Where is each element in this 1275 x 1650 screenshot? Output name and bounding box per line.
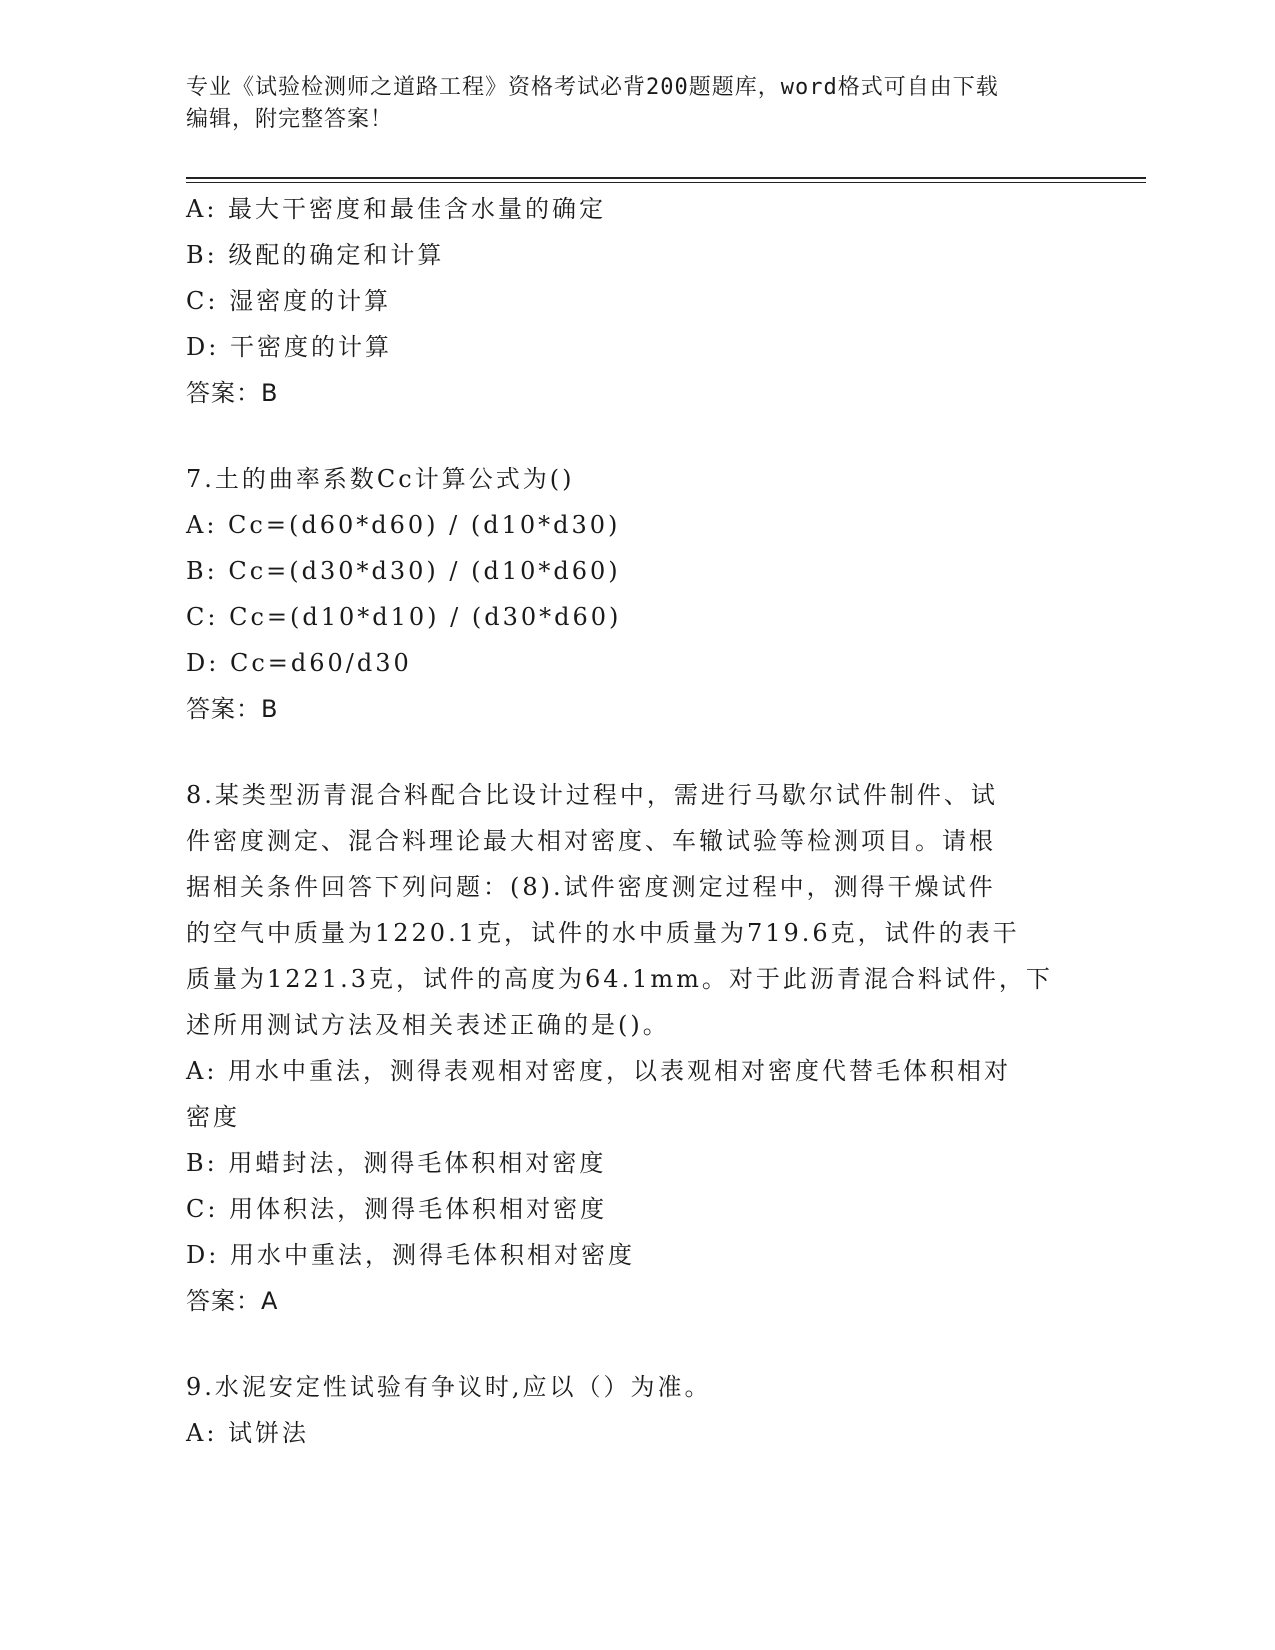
option-a-line-2: 密度 [186, 1103, 240, 1131]
option-b: B: 级配的确定和计算 [186, 241, 445, 269]
option-a: A: 试饼法 [186, 1419, 310, 1447]
option-c: C: 湿密度的计算 [186, 287, 392, 315]
option-a: A: 最大干密度和最佳含水量的确定 [186, 195, 607, 223]
option-d: D: Cc=d60/d30 [186, 649, 412, 677]
question-text: 9.水泥安定性试验有争议时,应以（）为准。 [186, 1373, 712, 1401]
question-text-line-5: 质量为1221.3克，试件的高度为64.1mm。对于此沥青混合料试件，下 [186, 965, 1053, 993]
option-d: D: 用水中重法，测得毛体积相对密度 [186, 1241, 635, 1269]
answer-label: 答案：B [186, 379, 279, 407]
question-text-line-1: 8.某类型沥青混合料配合比设计过程中，需进行马歇尔试件制件、试 [186, 781, 998, 809]
question-block-8 [186, 772, 1076, 1324]
question-text: 7.土的曲率系数Cc计算公式为() [186, 465, 575, 493]
option-d: D: 干密度的计算 [186, 333, 392, 361]
option-a-line-1: A: 用水中重法，测得表观相对密度，以表观相对密度代替毛体积相对 [186, 1057, 1012, 1085]
option-b: B: Cc=(d30*d30) / (d10*d60) [186, 557, 621, 585]
document-header [186, 72, 1066, 136]
header-line-2: 编辑，附完整答案！ [186, 107, 394, 132]
spacer [186, 416, 1076, 456]
answer-label: 答案：A [186, 1287, 279, 1315]
spacer [186, 732, 1076, 772]
header-divider-thick [186, 177, 1146, 179]
question-block-6 [186, 186, 1076, 416]
answer-label: 答案：B [186, 695, 279, 723]
question-text-line-3: 据相关条件回答下列问题：(8).试件密度测定过程中，测得干燥试件 [186, 873, 996, 901]
option-c: C: 用体积法，测得毛体积相对密度 [186, 1195, 608, 1223]
question-block-7 [186, 456, 1076, 732]
option-a: A: Cc=(d60*d60) / (d10*d30) [186, 511, 621, 539]
question-block-9 [186, 1364, 1076, 1456]
question-list [186, 186, 1076, 1456]
question-text-line-4: 的空气中质量为1220.1克，试件的水中质量为719.6克，试件的表干 [186, 919, 1020, 947]
option-c: C: Cc=(d10*d10) / (d30*d60) [186, 603, 622, 631]
question-text-line-6: 述所用测试方法及相关表述正确的是()。 [186, 1011, 670, 1039]
option-b: B: 用蜡封法，测得毛体积相对密度 [186, 1149, 607, 1177]
question-text-line-2: 件密度测定、混合料理论最大相对密度、车辙试验等检测项目。请根 [186, 827, 996, 855]
spacer [186, 1324, 1076, 1364]
header-line-1: 专业《试验检测师之道路工程》资格考试必背200题题库，word格式可自由下载 [186, 75, 999, 100]
header-divider-thin [186, 182, 1146, 183]
